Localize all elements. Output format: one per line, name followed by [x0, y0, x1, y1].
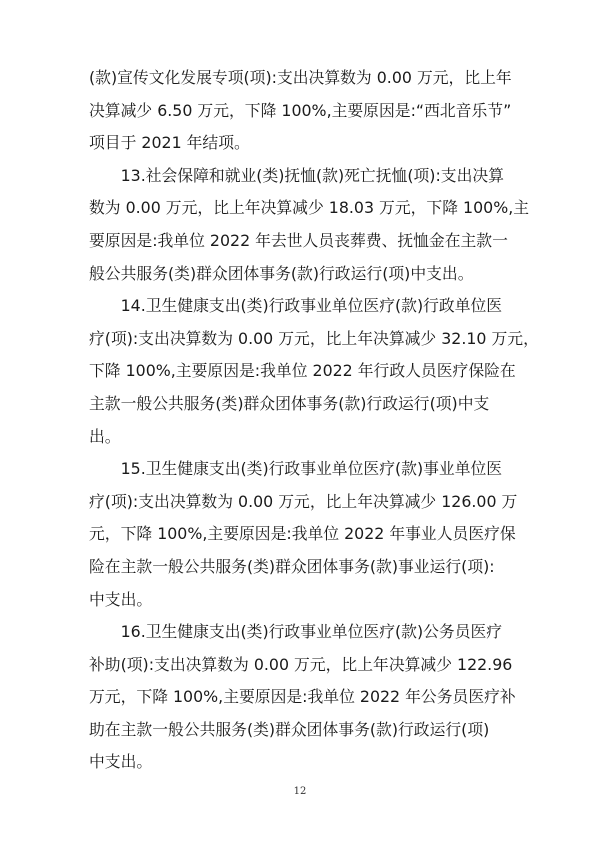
text-line: 补助(项):支出决算数为 0.00 万元，比上年决算减少 122.96: [89, 654, 513, 674]
page-number: 12: [293, 786, 307, 797]
text-line: 般公共服务(类)群众团体事务(款)行政运行(项)中支出。: [89, 263, 474, 283]
paragraph: [89, 62, 517, 160]
text-line: 数为 0.00 万元，比上年决算减少 18.03 万元，下降 100%,主: [89, 198, 530, 218]
text-line: 中支出。: [89, 752, 153, 772]
text-line: 项目于 2021 年结项。: [89, 133, 250, 153]
paragraph: [89, 616, 517, 779]
text-line: 要原因是:我单位 2022 年去世人员丧葬费、抚恤金在主款一: [89, 230, 508, 250]
paragraph: [89, 160, 530, 290]
text-line: 险在主款一般公共服务(类)群众团体事务(款)事业运行(项):: [89, 556, 495, 576]
text-line: 14.卫生健康支出(类)行政事业单位医疗(款)行政单位医: [120, 296, 503, 316]
paragraph: [89, 290, 539, 453]
text-line: 15.卫生健康支出(类)行政事业单位医疗(款)事业单位医: [120, 459, 503, 479]
document-body: [89, 62, 539, 779]
text-line: 出。: [89, 426, 121, 446]
text-line: 元，下降 100%,主要原因是:我单位 2022 年事业人员医疗保: [89, 524, 516, 544]
text-line: 万元，下降 100%,主要原因是:我单位 2022 年公务员医疗补: [89, 687, 516, 707]
text-line: 中支出。: [89, 589, 153, 609]
text-line: 下降 100%,主要原因是:我单位 2022 年行政人员医疗保险在: [89, 361, 516, 381]
text-line: 决算减少 6.50 万元，下降 100%,主要原因是:“西北音乐节”: [89, 100, 512, 120]
paragraph: [89, 453, 517, 616]
text-line: 疗(项):支出决算数为 0.00 万元，比上年决算减少 32.10 万元，: [89, 328, 539, 348]
text-line: (款)宣传文化发展专项(项):支出决算数为 0.00 万元，比上年: [89, 68, 512, 87]
text-line: 13.社会保障和就业(类)抚恤(款)死亡抚恤(项):支出决算: [120, 165, 504, 185]
text-line: 疗(项):支出决算数为 0.00 万元，比上年决算减少 126.00 万: [89, 491, 518, 511]
text-line: 助在主款一般公共服务(类)群众团体事务(款)行政运行(项): [89, 719, 490, 739]
text-line: 16.卫生健康支出(类)行政事业单位医疗(款)公务员医疗: [120, 622, 503, 642]
text-line: 主款一般公共服务(类)群众团体事务(款)行政运行(项)中支: [89, 393, 490, 413]
